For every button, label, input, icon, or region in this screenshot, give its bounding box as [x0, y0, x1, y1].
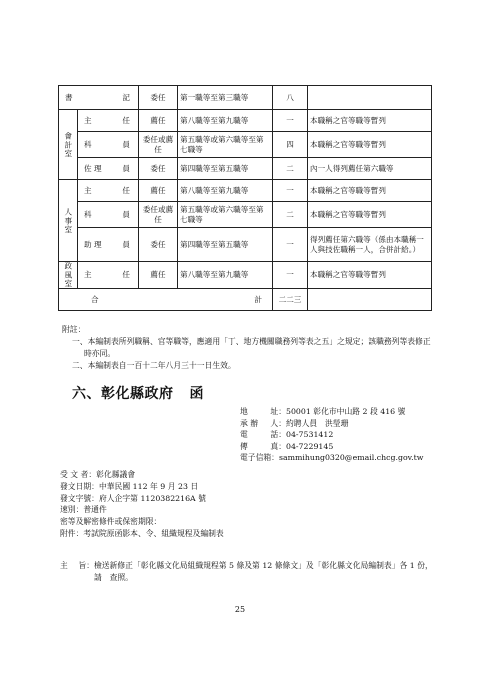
appointment-cell: 薦任 [139, 262, 178, 289]
note-item: 二、本編制表自一百十二年八月三十一日生效。 [72, 361, 236, 370]
notes-section [62, 324, 432, 372]
title-part: 助 理 [84, 239, 102, 249]
count-cell: 一 [273, 180, 308, 202]
title-part: 任 [122, 185, 130, 195]
table-row [59, 132, 432, 158]
table-row [59, 86, 432, 110]
dept-cell: 政風室 [59, 262, 78, 289]
remark-cell [308, 86, 432, 110]
section-title: 六、彰化縣政府 [72, 386, 174, 402]
section-heading [72, 383, 204, 403]
table-row [59, 110, 432, 132]
count-cell: 二 [273, 202, 308, 228]
contact-row: 承 辦 人： 約聘人員 洪瑩珊 [240, 418, 349, 428]
grade-cell: 第八職等至第九職等 [178, 180, 273, 202]
title-cell [78, 180, 139, 202]
total-row [59, 288, 432, 310]
count-cell: 一 [273, 110, 308, 132]
appointment-cell: 委任 [139, 158, 178, 180]
title-part: 員 [122, 139, 130, 149]
appointment-cell: 委任 [139, 228, 178, 262]
count-cell: 八 [273, 86, 308, 110]
contact-row [240, 452, 423, 464]
title-part: 主 [84, 115, 92, 125]
grade-cell: 第四職等至第五職等 [178, 228, 273, 262]
title-cell [78, 132, 139, 158]
remark-cell: 本職稱之官等職等暫列 [308, 202, 432, 228]
subject-block [60, 560, 440, 584]
total-remark-cell [308, 288, 432, 310]
title-part: 記 [122, 92, 130, 102]
email-value: 電子信箱：sammihung0320@email.chcg.gov.tw [240, 453, 424, 463]
appointment-cell: 薦任 [139, 180, 178, 202]
remark-cell: 本職稱之官等職等暫列 [308, 132, 432, 158]
recipient: 受 文 者：彰化縣議會 [60, 470, 136, 479]
contact-row: 電 話： 04-7531412 [240, 430, 334, 440]
section-doc-type: 函 [189, 386, 204, 402]
dept-cell: 人事室 [59, 180, 78, 262]
staff-table [58, 85, 432, 311]
title-part: 員 [122, 209, 130, 219]
table-row [59, 180, 432, 202]
remark-cell: 本職稱之官等職等暫列 [308, 180, 432, 202]
title-part: 員 [122, 239, 130, 249]
count-cell: 一 [273, 262, 308, 289]
title-cell [78, 202, 139, 228]
contact-person-value: 約聘人員 洪瑩珊 [286, 418, 349, 428]
table-row [59, 158, 432, 180]
urgency: 速別：普通件 [60, 505, 107, 515]
meta-block [60, 469, 224, 540]
title-part: 主 [84, 185, 92, 195]
issue-date: 發文日期：中華民國 112 年 9 月 23 日 [60, 481, 199, 491]
title-part: 科 [84, 209, 92, 219]
confidentiality: 密等及解密條件或保密期限： [60, 517, 162, 527]
contact-row: 傳 真： 04-7229145 [240, 441, 334, 451]
remark-cell: 本職稱之官等職等暫列 [308, 262, 432, 289]
count-cell: 二 [273, 158, 308, 180]
contact-row: 地 址： 50001 彰化市中山路 2 段 416 號 [240, 407, 406, 416]
fax-value: 04-7229145 [286, 441, 334, 451]
remark-cell: 本職稱之官等職等暫列 [308, 110, 432, 132]
total-label-part: 計 [254, 294, 262, 304]
table-row [59, 228, 432, 262]
grade-cell: 第四職等至第五職等 [178, 158, 273, 180]
title-part: 主 [84, 270, 92, 280]
grade-cell: 第五職等或第六職等至第七職等 [178, 202, 273, 228]
contact-block [240, 406, 423, 464]
title-part: 科 [84, 139, 92, 149]
title-cell [78, 262, 139, 289]
title-part: 員 [122, 163, 130, 173]
grade-cell: 第一職等至第三職等 [178, 86, 273, 110]
total-label-part: 合 [91, 294, 99, 304]
title-cell [78, 110, 139, 132]
note-item: 一、本編制表所列職稱、官等職等，應適用「丁、地方機關職務列等表之五」之規定；該職務列等表修正時亦同。 [72, 337, 431, 358]
phone-value: 04-7531412 [286, 430, 334, 440]
page-number: 25 [234, 605, 246, 614]
doc-number: 發文字號：府人企字第 1120382216A 號 [60, 493, 206, 503]
title-cell [78, 158, 139, 180]
grade-cell: 第八職等至第九職等 [178, 262, 273, 289]
dept-cell: 會計室 [59, 110, 78, 180]
count-cell: 一 [273, 228, 308, 262]
title-part: 書 [65, 92, 73, 102]
title-cell [78, 228, 139, 262]
total-label-cell [59, 288, 273, 310]
title-part: 任 [122, 115, 130, 125]
address-value: 50001 彰化市中山路 2 段 416 號 [286, 407, 406, 416]
grade-cell: 第八職等至第九職等 [178, 110, 273, 132]
appointment-cell: 薦任 [139, 110, 178, 132]
table-row [59, 262, 432, 289]
appointment-cell: 委任或薦任 [139, 202, 178, 228]
appointment-cell: 委任或薦任 [139, 132, 178, 158]
remark-cell: 內一人得列薦任第六職等 [308, 158, 432, 180]
attachments: 附件：考試院原函影本、令、組織規程及編制表 [60, 528, 224, 538]
title-part: 任 [122, 270, 130, 280]
grade-cell: 第五職等或第六職等至第七職等 [178, 132, 273, 158]
total-count-cell: 二二三 [273, 288, 308, 310]
subject-label: 主 旨： [60, 561, 94, 570]
subject-text: 檢送新修正「彰化縣文化局組織規程第 5 條及第 12 條條文」及「彰化縣文化局編制表」各 1 份，請 查照。 [94, 561, 433, 582]
table-row [59, 202, 432, 228]
count-cell: 四 [273, 132, 308, 158]
title-part: 佐 理 [84, 163, 102, 173]
title-cell [59, 86, 139, 110]
remark-cell: 得列薦任第六職等（係由本職稱一人與技佐職稱一人，合併計給。） [308, 228, 432, 262]
notes-label: 附註： [62, 325, 86, 334]
appointment-cell: 委任 [139, 86, 178, 110]
